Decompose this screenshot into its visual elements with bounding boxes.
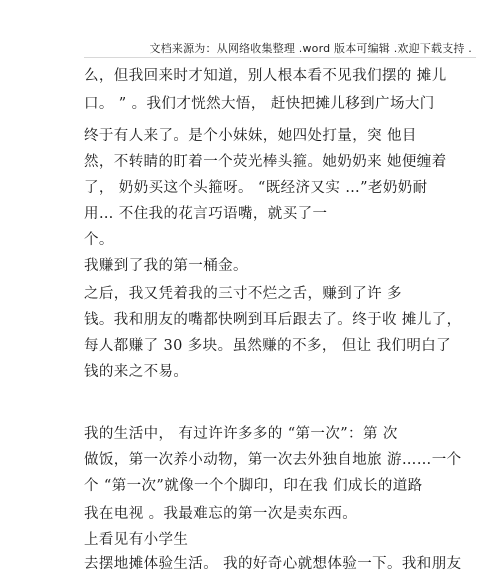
text-line: 每人都赚了 30 多块。虽然赚的不多， 但让 我们明白了 (84, 338, 452, 354)
text-line: 做饭，第一次养小动物，第一次去外独自地旅 游……一个 (84, 452, 462, 468)
header-divider (84, 57, 476, 58)
text-line: 然，不转睛的盯着一个荧光棒头箍。她奶奶来 她便缠着 (84, 154, 447, 170)
text-line: 钱。我和朋友的嘴都快咧到耳后跟去了。终于收 摊儿了， (84, 312, 462, 328)
text-line: 去摆地摊体验生活。 我的好奇心就想体验一下。我和朋友 (84, 556, 462, 572)
text-line: 么，但我回来时才知道，别人根本看不见我们摆的 摊儿 (84, 68, 447, 84)
text-line: 上看见有小学生 (84, 532, 189, 548)
text-line: 用… 不住我的花言巧语嘴，就买了一 (84, 206, 328, 222)
text-line: 终于有人来了。是个小妹妹，她四处打量，突 他目 (84, 128, 417, 144)
text-line: 我的生活中， 有过许许多多的 “第一次”：第 次 (84, 426, 398, 442)
text-line: 我赚到了我的第一桶金。 (84, 258, 248, 274)
text-line: 之后，我又凭着我的三寸不烂之舌，赚到了许 多 (84, 286, 402, 302)
text-line: 口。 ” 。我们才恍然大悟， 赶快把摊儿移到广场大门 (84, 96, 435, 112)
text-line: 钱的来之不易。 (84, 364, 189, 380)
text-line: 个。 (84, 232, 114, 248)
text-line: 个 “第一次”就像一个个脚印，印在我 们成长的道路 (84, 478, 423, 494)
source-note-header: 文档来源为：从网络收集整理 .word 版本可编辑 .欢迎下载支持 . (149, 42, 472, 55)
text-line: 了， 奶奶买这个头箍呀。 “既经济又实 …”老奶奶耐 (84, 180, 428, 196)
text-line: 我在电视 。我最难忘的第一次是卖东西。 (84, 506, 358, 522)
